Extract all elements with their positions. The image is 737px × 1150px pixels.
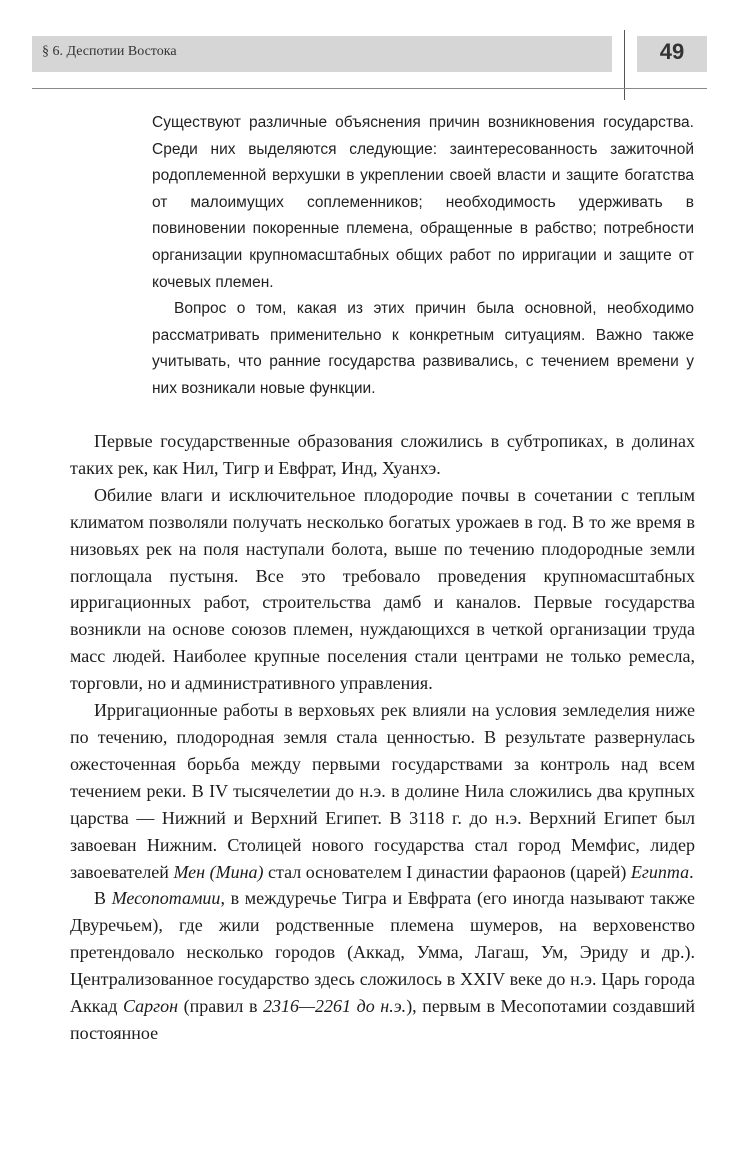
text-run: Ирригационные работы в верховьях рек влияли на условия земледелия ниже по течению, плодородная земля стала ценностью. В результате развернулась ожесточенная борьба между первыми государствами за контроль над всем течением реки. В IV тысячелетии до н.э. в долине Нила сложились два крупных царства — Нижний и Верхний Египет. В 3118 г. до н.э. Верхний Египет был завоеван Нижним. Столицей нового государства стал город Мемфис, лидер завоевателей [70,700,695,882]
body-paragraph-4 [70,885,695,1046]
body-paragraph-3 [70,697,695,885]
body-paragraph-2: Обилие влаги и исключительное плодородие почвы в сочетании с теплым климатом позволяли получать несколько богатых урожаев в год. В то же время в низовьях рек на поля наступали болота, выше по течению плодородные земли поглощала пустыня. Все это требовало проведения крупномасштабных ирригационных работ, строительства дамб и каналов. Первые государства возникли на основе союзов племен, нуждающихся в четкой организации труда масс людей. Наиболее крупные поселения стали центрами не только ремесла, торговли, но и административного управления. [70,484,695,694]
text-run: стал основателем I династии фараонов (царей) [263,861,631,882]
body-paragraph-1: Первые государственные образования сложились в субтропиках, в долинах таких рек, как Нил, Тигр и Евфрат, Инд, Хуанхэ. [70,431,695,478]
header-divider [624,30,625,100]
italic-name-men: Мен (Мина) [173,861,264,882]
main-text [70,428,695,1047]
text-run: (правил в [178,996,264,1017]
italic-egypt: Египта [630,861,690,882]
header-rule [32,88,707,89]
italic-sargon: Саргон [122,996,179,1017]
text-run: В [94,888,112,909]
sidebar-text-block [152,110,694,403]
sidebar-paragraph-1: Существуют различные объяснения причин возникновения государства. Среди них выделяются следующие: заинтересованность зажиточной родоплеменной верхушки в укреплении своей власти и защите богатства от малоимущих соплеменников; необходимость удерживать в повиновении покоренные племена, обращенные в рабство; потребности организации крупномасштабных общих работ по ирригации и защите от кочевых племен. [152,114,694,291]
italic-dates: 2316—2261 до н.э. [263,996,407,1017]
text-run: . [689,861,694,882]
italic-mesopotamia: Месопотамии [111,888,221,909]
running-header-title: § 6. Деспотии Востока [42,44,177,59]
page-number: 49 [659,39,685,64]
text-run: , в междуречье Тигра и Евфрата (его иногда называют также Двуречьем), где жили родственные племена шумеров, на верховенство претендовало несколько городов (Аккад, Умма, Лагаш, Ум, Эриду и др.). Централизованное государство здесь сложилось в XXIV веке до н.э. Царь города Аккад [70,888,695,1017]
text-run: ), первым в Месопотамии создавший постоянное [70,996,695,1043]
sidebar-paragraph-2: Вопрос о том, какая из этих причин была основной, необходимо рассматривать применительно к конкретным ситуациям. Важно также учитывать, что ранние государства развивались, с течением времени у них возникали новые функции. [152,300,694,397]
